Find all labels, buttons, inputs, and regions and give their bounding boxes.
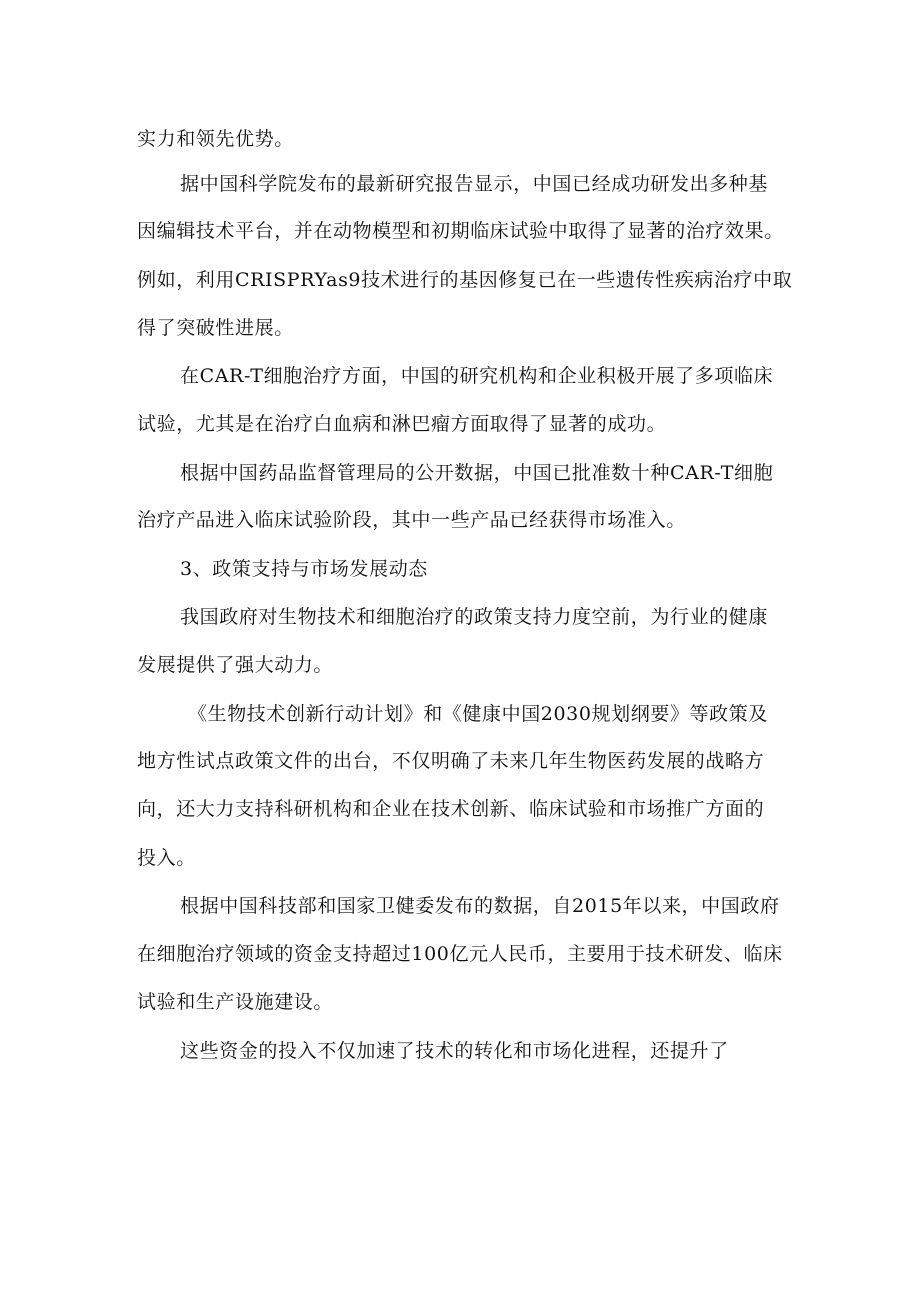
- text-line: 发展提供了强大动力。: [137, 654, 334, 676]
- text-line: 根据中国药品监督管理局的公开数据，中国已批准数十种CAR-T细胞: [180, 462, 774, 484]
- text-line: 投入。: [137, 847, 196, 869]
- text-line: 因编辑技术平台，并在动物模型和初期临床试验中取得了显著的治疗效果。: [137, 220, 784, 242]
- text-line: 地方性试点政策文件的出台，不仅明确了未来几年生物医药发展的战略方: [137, 750, 765, 772]
- text-line: 在细胞治疗领域的资金支持超过100亿元人民币，主要用于技术研发、临床: [137, 943, 783, 965]
- text-line: 试验和生产设施建设。: [137, 991, 334, 1013]
- text-line: 实力和领先优势。: [137, 128, 294, 150]
- text-line: 我国政府对生物技术和细胞治疗的政策支持力度空前，为行业的健康: [180, 606, 769, 628]
- text-line: 在CAR-T细胞治疗方面，中国的研究机构和企业积极开展了多项临床: [180, 365, 774, 387]
- text-line: 例如，利用CRISPRYas9技术进行的基因修复已在一些遗传性疾病治疗中取: [137, 269, 793, 291]
- text-line: 《生物技术创新行动计划》和《健康中国2030规划纲要》等政策及: [188, 703, 768, 725]
- text-line: 据中国科学院发布的最新研究报告显示，中国已经成功研发出多种基: [180, 173, 769, 195]
- text-line: 这些资金的投入不仅加速了技术的转化和市场化进程，还提升了: [180, 1040, 729, 1062]
- text-line: 根据中国科技部和国家卫健委发布的数据，自2015年以来，中国政府: [180, 895, 780, 917]
- text-line: 治疗产品进入临床试验阶段，其中一些产品已经获得市场准入。: [137, 509, 686, 531]
- text-line: 向，还大力支持科研机构和企业在技术创新、临床试验和市场推广方面的: [137, 798, 765, 820]
- text-line: 试验，尤其是在治疗白血病和淋巴瘤方面取得了显著的成功。: [137, 413, 667, 435]
- text-line: 得了突破性进展。: [137, 317, 294, 339]
- section-heading: 3、政策支持与市场发展动态: [180, 558, 428, 580]
